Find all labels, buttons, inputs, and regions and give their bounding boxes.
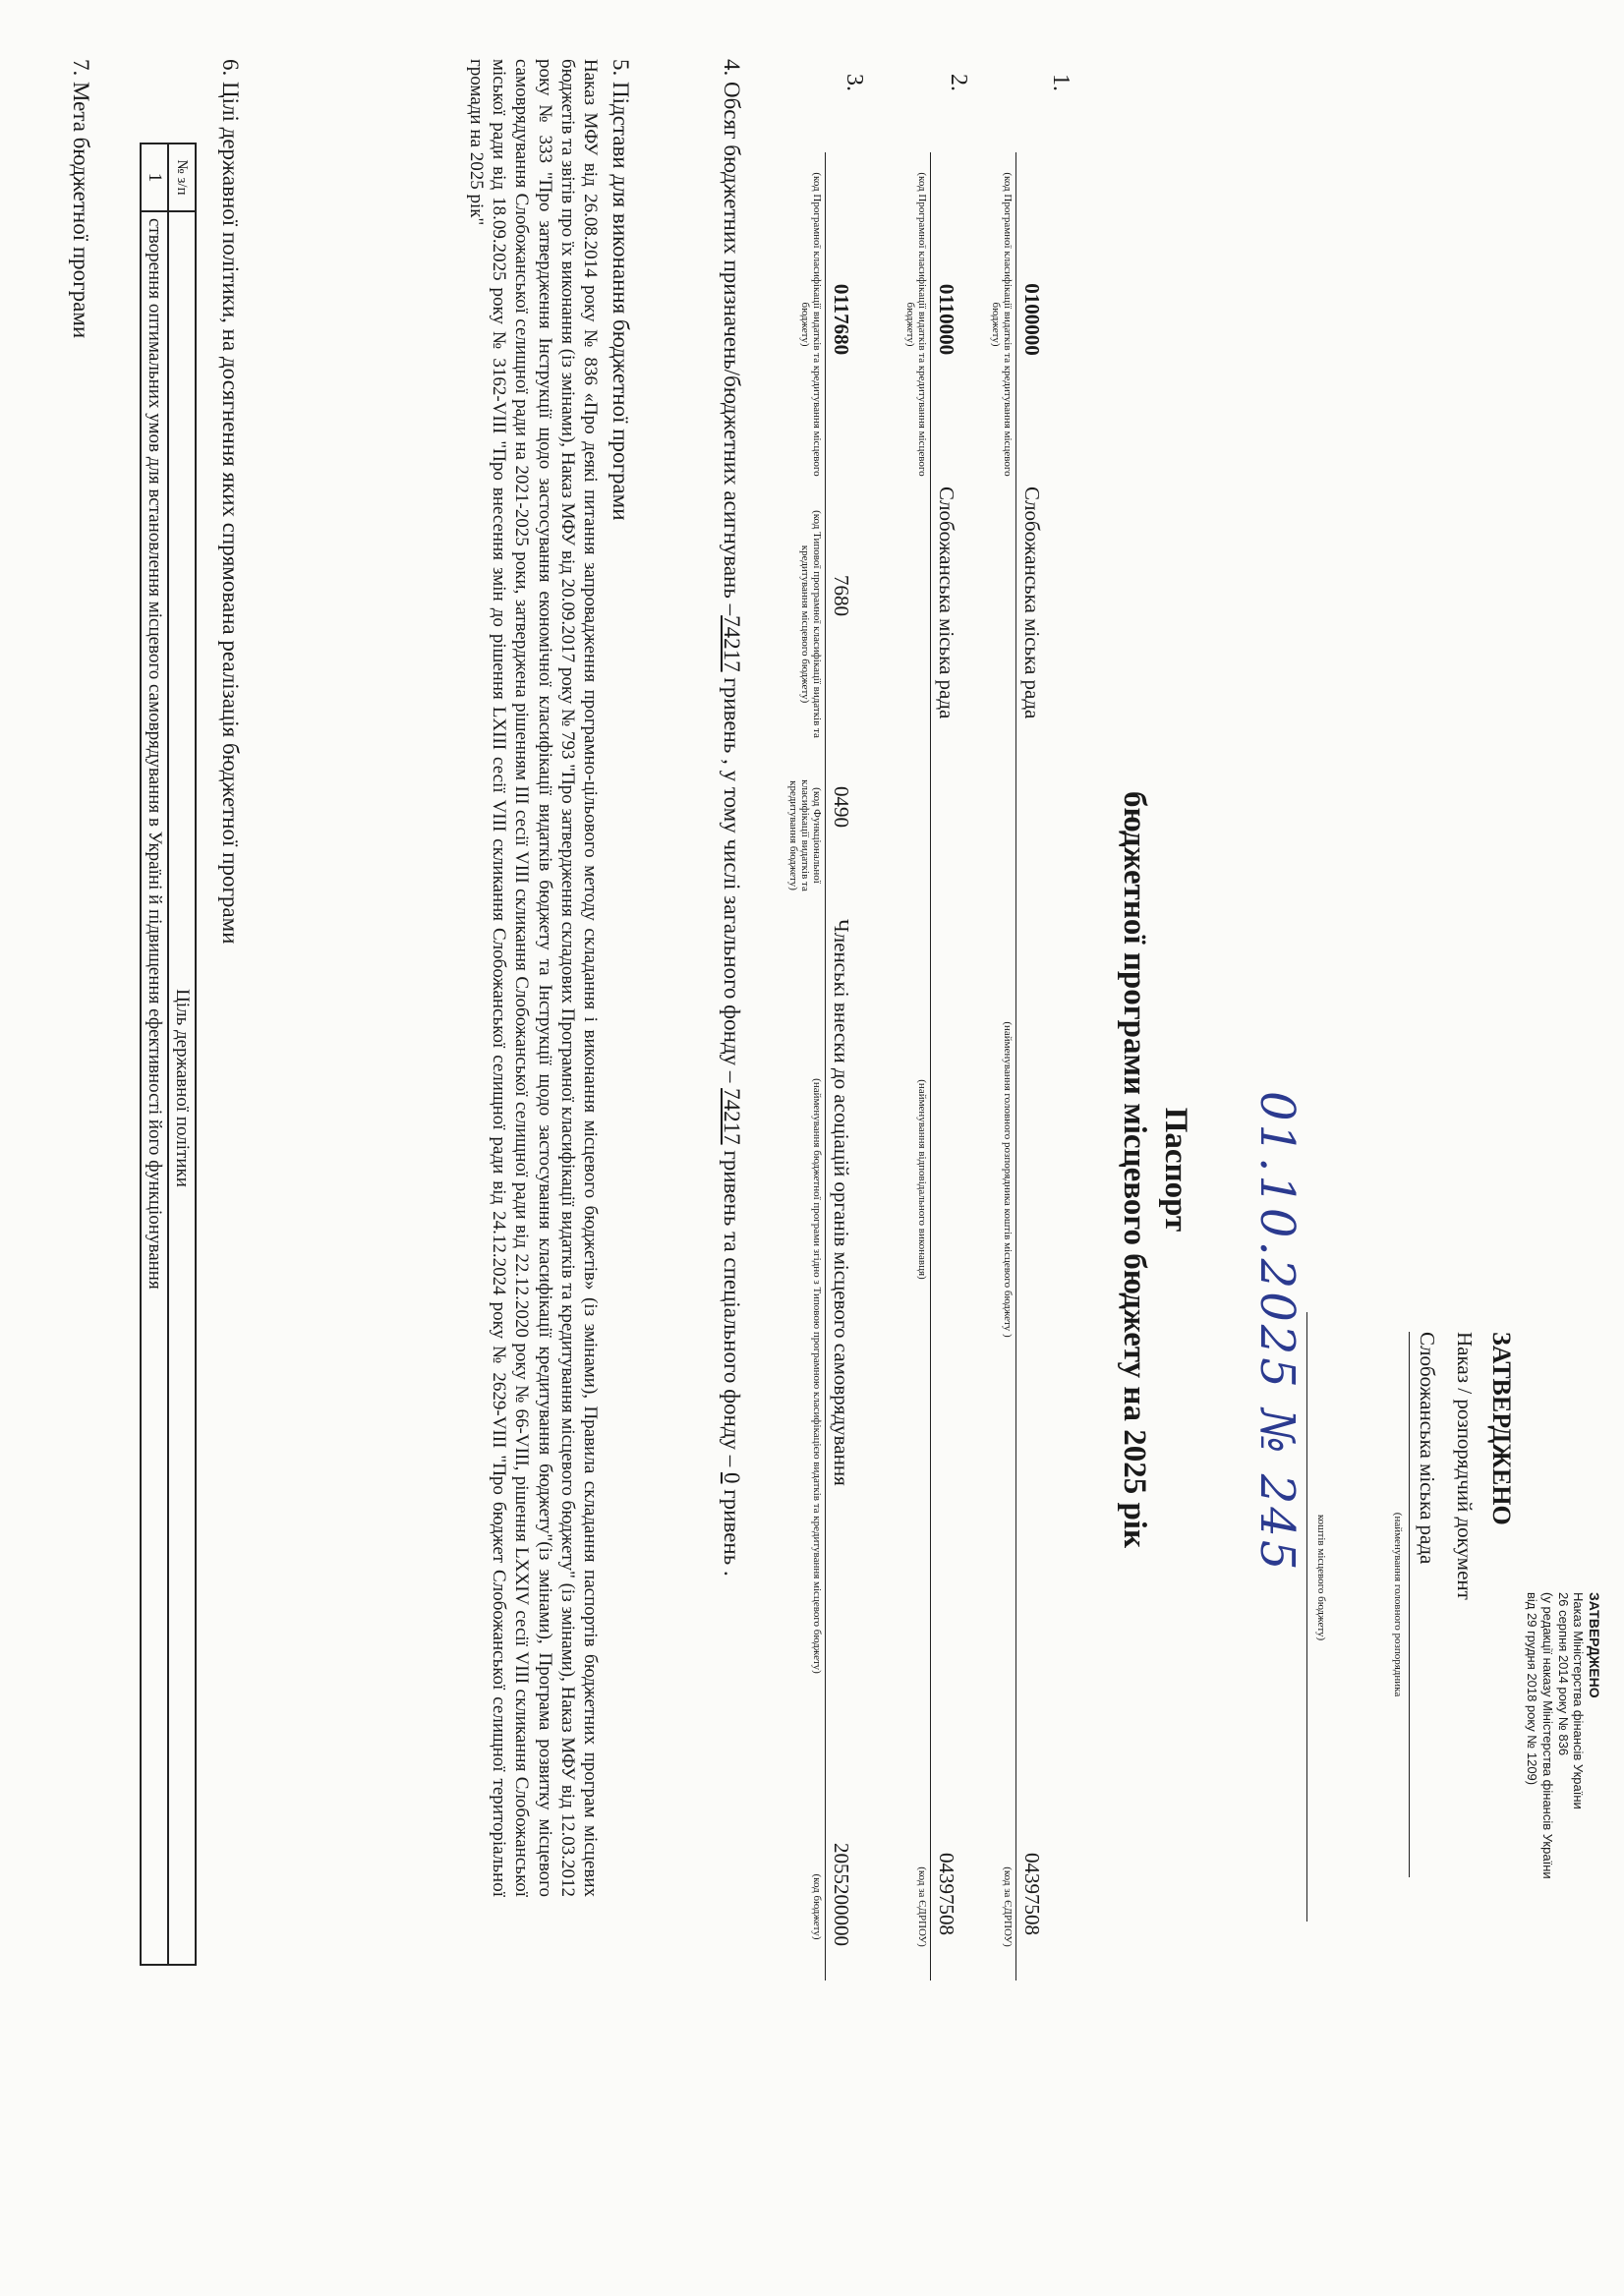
regulation-line: 26 серпня 2014 року № 836: [1555, 1592, 1571, 1756]
row-2-name-caption: (найменування відповідального виконавця): [916, 1079, 928, 1280]
regulation-stamp: [1525, 1592, 1602, 1917]
section-4-mid1: гривень , у тому числі загального фонду –: [720, 671, 744, 1089]
row-3-name-caption: (найменування бюджетної програми згідно з Типовою програмною класифікацією видатків та кредитування місцевого бюджету): [811, 1078, 823, 1674]
goals-col-goal: Ціль державної політики: [168, 211, 196, 1965]
row-2-code-caption: (код Програмної класифікації видатків та кредитування місцевого бюджету): [903, 172, 928, 477]
approval-org-line: [1409, 1332, 1410, 1877]
row-2-edrpou: 04397508: [935, 1853, 958, 1935]
regulation-line: Наказ Міністерства фінансів України: [1571, 1592, 1587, 1809]
handwritten-date: 01.10.2025 № 245: [1249, 1091, 1305, 1574]
row-3-name: Членські внески до асоціацій органів місцевого самоврядування: [830, 919, 853, 1486]
title-line-1: Паспорт: [1158, 1107, 1193, 1233]
approval-sign-line: [1306, 1312, 1307, 1922]
regulation-line: (у редакції наказу Міністерства фінансів України: [1540, 1592, 1556, 1879]
goals-col-num: № з/п: [168, 144, 196, 211]
row-2-number: 2.: [946, 74, 971, 91]
section-4-special: 0: [720, 1472, 744, 1484]
goal-num: 1: [141, 144, 168, 211]
section-6-heading: 6. Цілі державної політики, на досягнення яких спрямована реалізація бюджетної програми: [218, 59, 243, 945]
approval-org: Слобожанська міська рада: [1416, 1332, 1439, 1565]
row-3-code: 0117680: [830, 283, 853, 356]
row-1-code-caption: (код Програмної класифікації видатків та кредитування місцевого бюджету): [989, 172, 1014, 477]
row-3-typical-caption: (код Типової програмної класифікації видатків та кредитування місцевого бюджету): [798, 510, 823, 738]
section-4-mid2: гривень та спеціального фонду –: [720, 1144, 744, 1472]
row-3-budget-code: 2055200000: [830, 1843, 853, 1946]
table-row: [141, 144, 168, 1965]
row-1-edrpou-caption: (код за ЄДРПОУ): [1002, 1866, 1014, 1947]
section-4-general: 74217: [720, 1088, 744, 1145]
row-3-func-code: 0490: [830, 786, 853, 828]
row-1-code: 0100000: [1020, 283, 1044, 356]
goal-text: створення оптимальних умов для встановлення місцевого самоврядування в Україні й підвищення ефективності його функціонування: [141, 211, 168, 1965]
row-1-edrpou: 04397508: [1020, 1853, 1044, 1935]
goals-table-header: [168, 144, 196, 1965]
title-line-2: бюджетної програми місцевого бюджету на 2025 рік: [1117, 791, 1152, 1548]
row-3-budget-caption: (код бюджету): [811, 1873, 823, 1940]
row-3-func-caption: (код Функціональної класифікації видатків та кредитування бюджету): [786, 779, 823, 891]
row-1-name-caption: (найменування головного розпорядника коштів місцевого бюджету ): [1002, 1021, 1014, 1338]
goals-table: [140, 143, 197, 1966]
row-3-number: 3.: [841, 74, 867, 91]
approval-title: ЗАТВЕРДЖЕНО: [1487, 1332, 1516, 1525]
approval-doc: Наказ / розпорядчий документ: [1453, 1332, 1477, 1600]
section-5-text: Наказ МФУ від 26.08.2014 року № 836 «Про деякі питання запровадження програмно-цільового методу складання і виконання місцевого бюджетів» (із змінами), Правила складання паспортів бюджетних програм місцевих бюджетів та звітів про їх виконання (із змінами), Наказ МФУ від 20.09.2017 року № 793 "Про затвердження складових Програмної класифікації видатків та кредитування місцевого бюджету" (із змінами), Наказ МФУ від 12.03.2012 року № 333 "Про затвердження Інструкції щодо застосування економічної класифікації видатків бюджету та Інструкції щодо застосування класифікації кредитування бюджету"(із змінами), Програма розвитку місцевого самоврядування Слобожанської селищної ради на 2021-2025 роки, затверджена рішенням ІІІ сесії VIII скликання Слобожанської селищної ради від 22.12.2020 року № 66-VIII, рішення LXXIV сесії VIII скликання Слобожанської міської ради від 18.09.2025 року № 3162-VIII "Про внесення змін до рішення LXIII сесії VIII скликання Слобожанської селищної ради від 24.12.2024 року № 2629-VIII "Про бюджет Слобожанської селищної територіальної громади на 2025 рік": [466, 59, 601, 1897]
section-4-suffix: гривень .: [720, 1483, 744, 1577]
regulation-title: ЗАТВЕРДЖЕНО: [1587, 1592, 1602, 1698]
row-1-name: Слобожанська міська рада: [1020, 487, 1044, 719]
section-4-total: 74217: [720, 615, 744, 672]
row-3-code-caption: (код Програмної класифікації видатків та кредитування місцевого бюджету): [798, 172, 823, 477]
row-2-line: [930, 152, 931, 1980]
row-1-number: 1.: [1048, 74, 1073, 91]
section-5-heading: 5. Підстави для виконання бюджетної програми: [609, 59, 633, 521]
section-7-heading: 7. Мета бюджетної програми: [69, 59, 93, 339]
approval-org-caption: (найменування головного розпорядника: [1392, 1512, 1404, 1697]
row-2-edrpou-caption: (код за ЄДРПОУ): [916, 1866, 928, 1947]
row-3-line: [825, 152, 826, 1980]
row-2-name: Слобожанська міська рада: [935, 487, 958, 719]
row-2-code: 0110000: [935, 283, 958, 356]
row-3-typical-code: 7680: [830, 575, 853, 616]
row-1-line: [1015, 152, 1016, 1980]
section-4: [719, 59, 744, 1577]
regulation-line: від 29 грудня 2018 року № 1209): [1525, 1592, 1540, 1786]
approval-org-caption-2: коштів місцевого бюджету): [1315, 1514, 1327, 1641]
section-4-prefix: 4. Обсяг бюджетних призначень/бюджетних асигнувань –: [720, 59, 744, 616]
